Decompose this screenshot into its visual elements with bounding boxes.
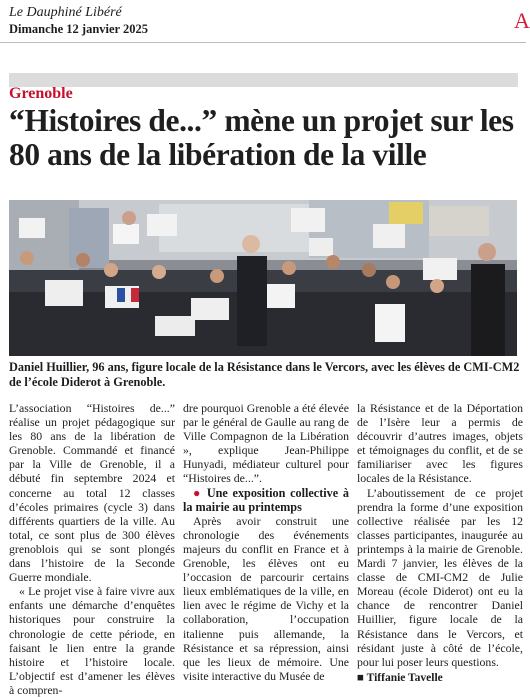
photo-caption: Daniel Huillier, 96 ans, figure locale de la Résistance dans le Vercors, avec les élèves de CMI-CM2 de l’école Diderot à Grenoble. [9, 360, 520, 389]
newspaper-name: Le Dauphiné Libéré [9, 5, 122, 20]
paragraph: « Le projet vise à faire vivre aux enfants une démarche d’enquêtes historiques pour construire la chronologie de cette période, en faisant le lien entre la grande histoire et l’histoire locale. L’objectif est d’amener les élèves à compren- [9, 584, 175, 697]
author-signature [357, 671, 523, 685]
author-name: Tiffanie Tavelle [366, 671, 443, 684]
paragraph: Après avoir construit une chronologie des événements majeurs du conflit en France et à Grenoble, les élèves ont eu l’occasion de parcourir certains lieux emblématiques de la ville, en lien avec le régime de Vichy et la collaboration, l’occupation italienne puis allemande, la Résistance et sa répression, ainsi que les lieux de mémoire. Une visite interactive du Musée de [183, 513, 349, 683]
paragraph: dre pourquoi Grenoble a été élevée par le général de Gaulle au rang de Ville Compagnon de la Libération », explique Jean-Philippe Hunyadi, médiateur culturel pour “Histoires de...”. [183, 401, 349, 486]
subheading-text: Une exposition collective à la mairie au printemps [183, 485, 349, 514]
issue-date: Dimanche 12 janvier 2025 [9, 22, 148, 36]
article-kicker: Grenoble [9, 85, 73, 102]
section-band [9, 73, 518, 87]
article-column-1 [9, 401, 175, 697]
article-column-3 [357, 401, 523, 693]
article-column-2 [183, 401, 349, 693]
bullet-square-icon: ■ [357, 671, 364, 684]
paragraph: L’association “Histoires de...” réalise un projet pédagogique sur les 80 ans de la libération de Grenoble. Commandé et financé par la Ville de Grenoble, il a débuté fin septembre 2024 et concerne au total 12 classes d’écoles primaires (cycle 3) dans différents quartiers de la ville. Au total, ce sont plus de 300 élèves grenoblois qui se sont plongés dans l’histoire de la Seconde Guerre mondiale. [9, 401, 175, 585]
article-photo [9, 200, 517, 356]
section-subheading [183, 486, 349, 514]
paragraph: la Résistance et de la Déportation de l’Isère leur a permis de découvrir d’autres images, objets et témoignages du conflit, et de se familiariser avec les figures locales de la Résistance. [357, 401, 523, 486]
article-headline: “Histoires de...” mène un projet sur les 80 ans de la libération de la ville [9, 103, 514, 172]
header-divider [0, 42, 526, 43]
paragraph: L’aboutissement de ce projet prendra la forme d’une exposition collective réalisée par les 12 classes participantes, inaugurée au printemps à la mairie de Grenoble. Mardi 7 janvier, les élèves de la classe de CMI-CM2 de Julie Moreau (école Diderot) ont eu la chance de rencontrer Daniel Huillier, figure locale de la Résistance dans le Vercors, et résidant juste à côté de l’école, pour lui poser leurs questions. [357, 485, 523, 669]
masthead [9, 4, 148, 37]
bullet-dot-icon: ● [193, 485, 203, 500]
edge-letter: A [514, 8, 530, 33]
